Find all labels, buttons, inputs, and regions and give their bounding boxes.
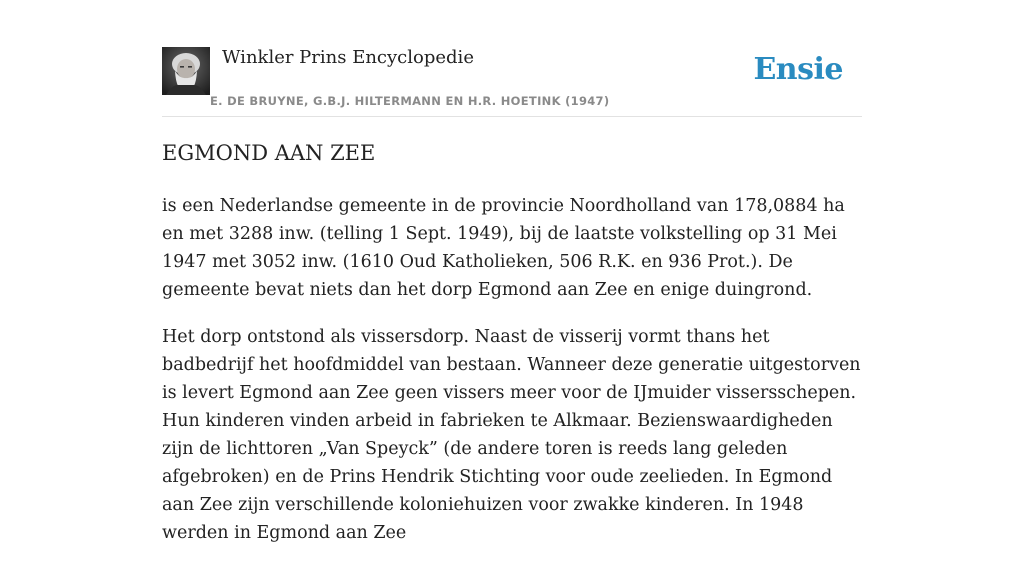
brand-logo[interactable]: Ensie [753, 52, 843, 87]
article-paragraph: Het dorp ontstond als vissersdorp. Naast de visserij vormt thans het badbedrijf het hoofdmiddel van bestaan. Wanneer deze generatie uitgestorven is levert Egmond aan Zee geen vissers meer voor de IJmuider vissersschepen. Hun kinderen vinden arbeid in fabrieken te Alkmaar. Bezienswaardigheden zijn de lichttoren „Van Speyck” (de andere toren is reeds lang geleden afgebroken) en de Prins Hendrik Stichting voor oude zeelieden. In Egmond aan Zee zijn verschillende koloniehuizen voor zwakke kinderen. In 1948 werden in Egmond aan Zee [162, 327, 861, 543]
source-authors: E. DE BRUYNE, G.B.J. HILTERMANN EN H.R. HOETINK (1947) [210, 94, 610, 108]
author-avatar[interactable] [162, 47, 210, 95]
source-title[interactable]: Winkler Prins Encyclopedie [222, 47, 474, 68]
portrait-icon [162, 47, 210, 95]
article-body [162, 192, 862, 566]
article-title: EGMOND AAN ZEE [162, 141, 376, 165]
source-header [162, 44, 862, 117]
article-paragraph: is een Nederlandse gemeente in de provincie Noordholland van 178,0884 ha en met 3288 inw. (telling 1 Sept. 1949), bij de laatste volkstelling op 31 Mei 1947 met 3052 inw. (1610 Oud Katholieken, 506 R.K. en 936 Prot.). De gemeente bevat niets dan het dorp Egmond aan Zee en enige duingrond. [162, 196, 845, 300]
